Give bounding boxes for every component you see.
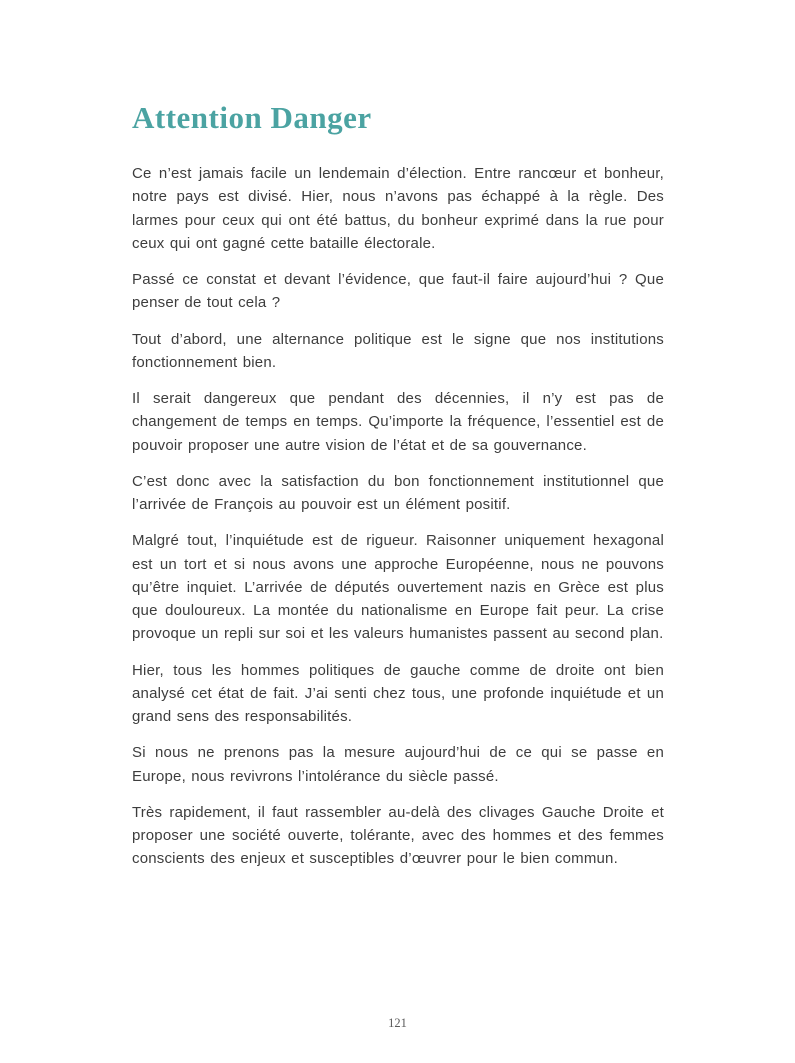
page-number: 121 — [388, 1016, 407, 1030]
article-body — [132, 162, 664, 871]
page-title: Attention Danger — [132, 100, 372, 135]
paragraph: C’est donc avec la satisfaction du bon fonctionnement institutionnel que l’arrivée de François au pouvoir est un élément positif. — [132, 472, 664, 513]
page-content — [132, 100, 664, 884]
paragraph: Malgré tout, l’inquiétude est de rigueur. Raisonner uniquement hexagonal est un tort et si nous avons une approche Européenne, nous ne pouvons qu’être inquiet. L’arrivée de députés ouvertement nazis en Grèce est plus que douloureux. La montée du nationalisme en Europe fait peur. La crise provoque un repli sur soi et les valeurs humanistes passent au second plan. — [132, 532, 664, 643]
paragraph: Tout d’abord, une alternance politique est le signe que nos institutions fonctionnement bien. — [132, 330, 664, 371]
paragraph: Si nous ne prenons pas la mesure aujourd’hui de ce qui se passe en Europe, nous revivrons l’intolérance du siècle passé. — [132, 744, 664, 785]
paragraph: Il serait dangereux que pendant des décennies, il n’y est pas de changement de temps en temps. Qu’importe la fréquence, l’essentiel est de pouvoir proposer une autre vision de l’état et de sa gouvernance. — [132, 390, 664, 454]
paragraph: Passé ce constat et devant l’évidence, que faut-il faire aujourd’hui ? Que penser de tout cela ? — [132, 271, 664, 312]
paragraph: Très rapidement, il faut rassembler au-delà des clivages Gauche Droite et proposer une société ouverte, tolérante, avec des hommes et des femmes conscients des enjeux et susceptibles d’œuvrer pour le bien commun. — [132, 803, 664, 868]
paragraph: Hier, tous les hommes politiques de gauche comme de droite ont bien analysé cet état de fait. J’ai senti chez tous, une profonde inquiétude et un grand sens des responsabilités. — [132, 661, 664, 725]
paragraph: Ce n’est jamais facile un lendemain d’élection. Entre rancœur et bonheur, notre pays est divisé. Hier, nous n’avons pas échappé à la règle. Des larmes pour ceux qui ont été battus, du bonheur exprimé dans la rue pour ceux qui ont gagné cette bataille électorale. — [132, 165, 664, 252]
